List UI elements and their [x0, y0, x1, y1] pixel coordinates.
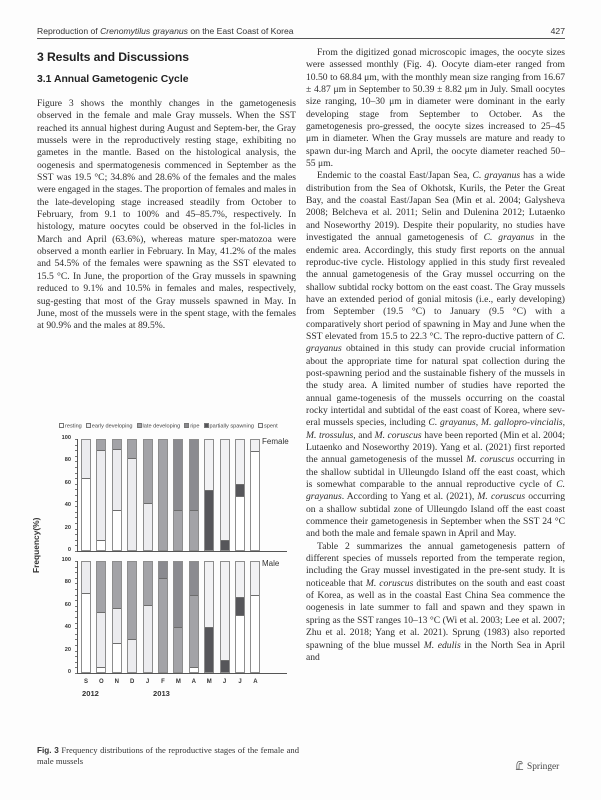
- stacked-bar-male: [96, 561, 106, 673]
- stacked-bar-male: [173, 561, 183, 673]
- bar-segment-resting: [236, 615, 244, 672]
- y-tick-label: 0: [67, 547, 71, 553]
- y-minor-tick: [75, 567, 77, 568]
- y-tick-label: 20: [64, 524, 71, 531]
- stacked-bar-female: [220, 439, 230, 551]
- y-minor-tick: [75, 656, 77, 657]
- stacked-bar-female: [235, 439, 245, 551]
- bar-segment-spent: [251, 440, 259, 451]
- bar-segment-early-developing: [82, 562, 90, 593]
- bar-segment-resting: [190, 667, 198, 673]
- x-axis: [77, 551, 287, 552]
- bar-segment-late-developing: [190, 510, 198, 550]
- species-name: C. grayanus: [428, 417, 476, 429]
- female-panel: [37, 435, 302, 555]
- y-minor-tick: [75, 450, 77, 451]
- x-tick-label: J: [145, 679, 150, 685]
- species-name: C. grayanus: [472, 170, 521, 182]
- running-head-title-suffix: on the East Coast of Korea: [187, 26, 294, 36]
- bar-segment-resting: [113, 643, 121, 672]
- bar-segment-partially-spawning: [205, 490, 213, 550]
- y-minor-tick: [75, 628, 77, 629]
- y-minor-tick: [75, 639, 77, 640]
- bar-segment-partially-spawning: [221, 660, 229, 672]
- bar-segment-spent: [236, 562, 244, 597]
- page-number: 427: [550, 26, 565, 36]
- y-minor-tick: [75, 473, 77, 474]
- y-minor-tick: [75, 478, 77, 479]
- stacked-bar-male: [204, 561, 214, 673]
- running-head-species: Crenomytilus grayanus: [100, 26, 188, 36]
- y-minor-tick: [75, 600, 77, 601]
- y-tick-label: 20: [64, 646, 71, 653]
- y-minor-tick: [75, 461, 77, 462]
- bar-segment-early-developing: [113, 449, 121, 511]
- bar-segment-late-developing: [174, 627, 182, 672]
- figure-caption-label: Fig. 3: [37, 746, 59, 755]
- bar-segment-late-developing: [128, 440, 136, 458]
- male-panel-label: Male: [262, 559, 280, 568]
- male-panel: [37, 557, 302, 677]
- y-minor-tick: [75, 617, 77, 618]
- stacked-bar-female: [96, 439, 106, 551]
- bar-segment-late-developing: [97, 440, 105, 450]
- bar-segment-ripe: [190, 562, 198, 595]
- y-minor-tick: [75, 484, 77, 485]
- y-minor-tick: [75, 445, 77, 446]
- y-minor-tick: [75, 534, 77, 535]
- stacked-bar-male: [112, 561, 122, 673]
- x-tick-label: A: [191, 679, 196, 685]
- y-tick-label: 60: [64, 601, 71, 608]
- bar-segment-late-developing: [97, 562, 105, 612]
- x-tick-label: M: [175, 679, 181, 685]
- bar-segment-resting: [82, 478, 90, 550]
- bar-segment-resting: [82, 593, 90, 672]
- species-name: M. coruscus: [365, 577, 414, 589]
- year-label-2013: 2013: [153, 689, 170, 698]
- bar-segment-early-developing: [144, 605, 152, 672]
- y-minor-tick: [75, 523, 77, 524]
- y-minor-tick: [75, 623, 77, 624]
- stacked-bar-female: [250, 439, 260, 551]
- bar-segment-spent: [251, 562, 259, 595]
- bar-segment-early-developing: [82, 440, 90, 478]
- bar-segment-spent: [221, 440, 229, 540]
- stacked-bar-male: [220, 561, 230, 673]
- bar-segment-resting: [97, 667, 105, 673]
- x-axis-month-labels: [77, 679, 297, 689]
- section-heading: 3 Results and Discussions: [37, 50, 189, 64]
- y-minor-tick: [75, 572, 77, 573]
- y-axis-label: Frequency(%): [31, 517, 41, 573]
- bar-segment-resting: [251, 451, 259, 550]
- x-tick-label: J: [222, 679, 227, 685]
- species-name: M. trossulus: [306, 429, 354, 441]
- species-name: M. coruscus: [477, 491, 526, 503]
- y-minor-tick: [75, 439, 77, 440]
- y-tick-label: 40: [64, 502, 71, 509]
- y-minor-tick: [75, 545, 77, 546]
- species-name: C. grayanus: [306, 330, 565, 355]
- stacked-bar-female: [112, 439, 122, 551]
- legend-item-ripe: ripe: [184, 423, 199, 430]
- female-panel-label: Female: [262, 437, 289, 446]
- stacked-bar-female: [173, 439, 183, 551]
- x-tick-label: S: [83, 679, 88, 685]
- x-tick-label: F: [161, 679, 165, 685]
- stacked-bar-female: [127, 439, 137, 551]
- bar-segment-late-developing: [159, 440, 167, 550]
- stacked-bar-female: [189, 439, 199, 551]
- y-minor-tick: [75, 595, 77, 596]
- bar-segment-early-developing: [144, 503, 152, 550]
- running-head-title: [37, 26, 294, 36]
- figure-caption: [37, 745, 299, 767]
- y-minor-tick: [75, 561, 77, 562]
- stacked-bar-female: [81, 439, 91, 551]
- stacked-bar-male: [158, 561, 168, 673]
- bar-segment-late-developing: [174, 510, 182, 550]
- bar-segment-late-developing: [113, 562, 121, 608]
- y-tick-label: 80: [64, 457, 71, 464]
- bar-segment-ripe: [159, 562, 167, 578]
- bar-segment-spent: [205, 562, 213, 627]
- y-minor-tick: [75, 501, 77, 502]
- legend-item-resting: resting: [59, 423, 82, 430]
- legend-swatch: [86, 423, 91, 428]
- paragraph-results: Figure 3 shows the monthly changes in the gametogenesis observed in the female and male Gray mussels. When the SST reached its annual highest during August and Septem-ber, the Gray mussels were in the reproductively resting stage, exhibiting no gametes in the mantle. Based on the histological analysis, the oogenesis and spermatogenesis commenced in September as the SST was 19.5 °C; 34.8% and 28.6% of the females and the males were engaged in the stages. The proportion of females and males in the late-developing stage increased steadily from October to February, from 9.1 to 100% and 45–85.7%, respectively. In histology, mature oocytes could be observed in the fol-licles in March and April (63.6%), whereas mature sper-matozoa were observed a month earlier in February. In May, 41.2% of the males and 54.5% of the females were spawning as the SST elevated to 15.5 °C. In June, the proportion of the Gray mussels in spawning reduced to 9.1% and 10.5% in females and males, respectively, sug-gesting that most of the Gray mussels spawned in May. In June, most of the mussels were in the spent stage, with the females at 90.9% and the males at 89.5%.: [37, 98, 296, 332]
- species-name: M. coruscus: [466, 454, 515, 466]
- y-minor-tick: [75, 662, 77, 663]
- left-column: [37, 47, 296, 333]
- subsection-heading: 3.1 Annual Gametogenic Cycle: [37, 74, 189, 85]
- y-minor-tick: [75, 551, 77, 552]
- species-name: M. edulis: [423, 639, 461, 651]
- legend-item-late-developing: late developing: [137, 423, 181, 430]
- legend-item-spent: spent: [258, 423, 278, 430]
- y-minor-tick: [75, 606, 77, 607]
- x-tick-label: O: [99, 679, 104, 685]
- stacked-bar-male: [81, 561, 91, 673]
- x-tick-label: N: [114, 679, 119, 685]
- stacked-bar-female: [158, 439, 168, 551]
- legend-item-early-developing: early developing: [86, 423, 133, 430]
- bar-segment-spent: [205, 440, 213, 490]
- springer-horse-icon: [515, 760, 524, 770]
- legend-swatch: [258, 423, 263, 428]
- x-tick-label: M: [206, 679, 212, 685]
- y-minor-tick: [75, 645, 77, 646]
- stacked-bar-male: [143, 561, 153, 673]
- bar-segment-partially-spawning: [205, 627, 213, 672]
- y-minor-tick: [75, 512, 77, 513]
- bar-segment-resting: [113, 510, 121, 550]
- y-axis: [77, 439, 78, 551]
- bar-segment-late-developing: [144, 562, 152, 605]
- bar-segment-partially-spawning: [221, 540, 229, 550]
- y-minor-tick: [75, 456, 77, 457]
- y-minor-tick: [75, 517, 77, 518]
- x-axis: [77, 673, 287, 674]
- y-minor-tick: [75, 583, 77, 584]
- paragraph-oocyte-size: From the digitized gonad microscopic images, the oocyte sizes were assessed monthly (Fig. 4). Oocyte diam-eter ranged from 10.50 to 68.84 μm, with the monthly mean size ranging from 16.67 ± 4.87 μm in September to 50.39 ± 8.82 μm in July. Small oocytes size ranging, 10–30 μm in diameter were dominant in the early developing stage from September to October. As the gametogenesis pro-gressed, the oocyte sizes increased to 25–45 μm in diameter. When the Gray mussels are mature and ready to spawn dur-ing March and April, the oocyte diameter reached 50–55 μm.: [306, 47, 565, 170]
- x-tick-label: D: [130, 679, 135, 685]
- x-tick-label: J: [238, 679, 242, 685]
- y-tick-label: 80: [64, 579, 71, 586]
- stacked-bar-female: [143, 439, 153, 551]
- running-head: [37, 23, 565, 39]
- bar-segment-late-developing: [159, 578, 167, 672]
- bar-segment-early-developing: [97, 450, 105, 540]
- bar-segment-early-developing: [113, 608, 121, 643]
- legend-swatch: [59, 423, 64, 428]
- x-tick-label: A: [253, 679, 258, 685]
- running-head-title-prefix: Reproduction of: [37, 26, 101, 36]
- chart-legend: [59, 423, 282, 433]
- bar-segment-partially-spawning: [236, 484, 244, 496]
- y-minor-tick: [75, 673, 77, 674]
- y-minor-tick: [75, 651, 77, 652]
- paragraph-endemic-distribution: Endemic to the coastal East/Japan Sea, C. grayanus has a wide distribution from the Sea of Okhotsk, Kurils, the Peter the Great Bay, and the coastal East/Japan Sea (Min et al. 2004; Galysheva 2008; Belcheva et al. 2011; Selin and Dulenina 2012; Lutaenko and Noseworthy 2019). Despite their popularity, no studies have investigated the annual gametogenesis of C. grayanus in the endemic area. Accordingly, this study first reports on the annual reproduc-tive cycle. Histology applied in this study first revealed the annual gametogenesis of the Gray mussel occurring on the shallow subtidal rocky bottom on the east coast. The Gray mussels have an extended period of gonial mitosis (i.e., early developing) from September (19.5 °C) to January (9.5 °C) with a comparatively short period of spawning in May and June when the SST elevated from 15.5 to 22.3 °C. The repro-ductive pattern of C. grayanus obtained in this study can provide crucial information about the appropriate time for natural spat collection during the post-spawning period and the sustainable fishery of the mussels in the study area. A limited number of studies have reported the annual game-togenesis of the mussels occurring on the coastal rocky intertidal and subtidal of the east coast of Korea, where sev-eral mussels species, including C. grayanus, M. gallopro-vincialis, M. trossulus, and M. coruscus have been reported (Min et al. 2004; Lutaenko and Noseworthy 2019). Yang et al. (2021) first reported the annual gametogenesis of the mussel M. coruscus occurring in the shallow subtidal in Ulleungdo Island off the east coast, which is somewhat comparable to the annual reproductive cycle of C. grayanus. According to Yang et al. (2021), M. coruscus occurring on a shallow subtidal zone of Ulleungdo Island off the east coast commence their gametogenesis in September when the SST 24 °C and both the male and female spawn in April and May.: [306, 170, 566, 540]
- bar-segment-spent: [236, 440, 244, 484]
- legend-item-partially-spawning: partially spawning: [204, 423, 254, 430]
- legend-swatch: [204, 423, 209, 428]
- y-tick-label: 100: [61, 557, 71, 563]
- publisher-name: Springer: [527, 762, 560, 772]
- bar-segment-early-developing: [128, 639, 136, 672]
- bar-segment-early-developing: [97, 612, 105, 667]
- publisher-logo: [515, 760, 559, 772]
- bar-segment-resting: [251, 595, 259, 672]
- bar-segment-resting: [97, 540, 105, 550]
- bar-segment-ripe: [174, 562, 182, 627]
- y-minor-tick: [75, 578, 77, 579]
- bar-segment-late-developing: [190, 595, 198, 667]
- stacked-bar-male: [127, 561, 137, 673]
- bar-segment-ripe: [190, 440, 198, 510]
- y-tick-label: 40: [64, 624, 71, 631]
- species-name: C. grayanus: [306, 479, 565, 503]
- bar-segment-ripe: [174, 440, 182, 510]
- legend-swatch: [184, 423, 189, 428]
- bar-segment-partially-spawning: [236, 597, 244, 615]
- y-minor-tick: [75, 589, 77, 590]
- bar-segment-early-developing: [128, 458, 136, 550]
- legend-swatch: [137, 423, 142, 428]
- bar-segment-late-developing: [113, 440, 121, 449]
- stacked-bar-female: [204, 439, 214, 551]
- right-column: [306, 47, 565, 664]
- y-tick-label: 0: [67, 669, 71, 675]
- bar-segment-late-developing: [144, 440, 152, 503]
- year-label-2012: 2012: [82, 689, 99, 698]
- figure-3: [31, 423, 302, 728]
- y-axis: [77, 561, 78, 673]
- y-minor-tick: [75, 611, 77, 612]
- bar-segment-spent: [221, 562, 229, 660]
- species-name: M. coruscus: [374, 429, 422, 441]
- paragraph-table2-summary: Table 2 summarizes the annual gametogenesis pattern of different species of mussels reported from the temperate region, including the Gray mussel investigated in the pre-sent study. It is noticeable that M. coruscus distributes on the south and east coast of Korea, as well as in the coastal East China Sea commence the oogenesis in late summer to fall and spawn and they spawn in spring as the SST ranges 10–13 °C (Wi et al. 2003; Lee et al. 2007; Zhu et al. 2018; Yang et al. 2021). Sprung (1983) also reported spawning of the blue mussel M. edulis in the North Sea in April and: [306, 540, 565, 663]
- bar-segment-late-developing: [128, 562, 136, 639]
- species-name: M. gallopro-vincialis: [481, 417, 563, 429]
- y-minor-tick: [75, 529, 77, 530]
- y-minor-tick: [75, 467, 77, 468]
- species-name: C. grayanus: [483, 232, 535, 244]
- stacked-bar-male: [250, 561, 260, 673]
- y-minor-tick: [75, 540, 77, 541]
- y-minor-tick: [75, 495, 77, 496]
- y-minor-tick: [75, 634, 77, 635]
- y-minor-tick: [75, 489, 77, 490]
- y-tick-label: 60: [64, 479, 71, 486]
- bar-segment-resting: [236, 496, 244, 550]
- y-minor-tick: [75, 506, 77, 507]
- y-minor-tick: [75, 667, 77, 668]
- stacked-bar-male: [235, 561, 245, 673]
- stacked-bar-male: [189, 561, 199, 673]
- y-tick-label: 100: [61, 435, 71, 441]
- figure-caption-text: Frequency distributions of the reproductive stages of the female and male mussels: [37, 745, 299, 766]
